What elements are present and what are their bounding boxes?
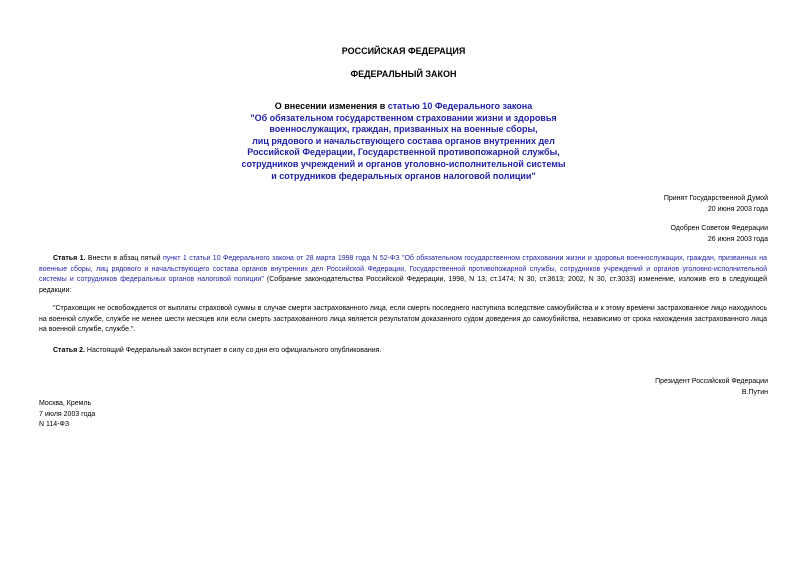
article-1-law-link[interactable]: пункт 1 статьи 10 Федерального закона от 28 марта 1998 года N 52-ФЗ "Об обязательном государственном страховании жизни и здоровья военнослужащих, граждан, призванных на военные сборы, лиц рядового и начальствующего состава органов внутренних дел Российской Федерации, Государственной противопожарной службы, сотрудников учреждений и органов уголовно-исполнительной системы и сотрудников федеральных органов налоговой полиции": [39, 255, 768, 283]
footer-block: [39, 399, 95, 431]
title-line-2: "Об обязательном государственном страховании жизни и здоровья: [250, 112, 557, 123]
approved-block: [670, 224, 768, 245]
approved-date: 26 июня 2003 года: [707, 235, 768, 243]
footer-place: Москва, Кремль: [39, 400, 92, 407]
article-1-text-before: Внести в абзац пятый: [85, 255, 163, 262]
amendment-quote: [39, 304, 767, 336]
title-line-1: [0, 101, 807, 113]
footer-number: N 114-ФЗ: [39, 421, 70, 428]
adopted-date: 20 июня 2003 года: [707, 205, 768, 213]
amendment-quote-text: "Страховщик не освобождается от выплаты страховой суммы в случае смерти застрахованного лица, если смерть последнего наступила вследствие самоубийства и к этому времени застрахованное лицо находилось на военной службе, службе не менее шести месяцев или если смерть застрахованного лица является результатом доказанного судом доведения до самоубийства, независимо от срока нахождения застрахованного лица на военной службе, службе.".: [39, 305, 767, 333]
article-1-text-after: (Собрание законодательства Российской Федерации, 1998, N 13, ст.1474; N 30, ст.3613; 2002, N 30, ст.3033) изменение, изложив его в следующей редакции:: [39, 276, 767, 294]
law-title: [0, 101, 807, 182]
title-prefix: О внесении изменения в: [274, 101, 388, 111]
article-2-text: Настоящий Федеральный закон вступает в силу со дня его официального опубликования.: [84, 347, 382, 354]
title-line-4: лиц рядового и начальствующего состава органов внутренних дел: [252, 135, 555, 146]
signature-block: [655, 377, 768, 398]
title-line-5: Российской Федерации, Государственной противопожарной службы,: [247, 147, 560, 158]
adopted-block: [664, 194, 768, 215]
title-line-7: и сотрудников федеральных органов налоговой полиции": [271, 170, 536, 181]
adopted-by: Принят Государственной Думой: [663, 195, 768, 202]
title-line-3: военнослужащих, граждан, призванных на военные сборы,: [269, 124, 538, 135]
article-2-label: Статья 2.: [53, 347, 85, 354]
signature-title: Президент Российской Федерации: [655, 378, 768, 385]
country-heading: РОССИЙСКАЯ ФЕДЕРАЦИЯ: [341, 46, 466, 56]
footer-date: 7 июля 2003 года: [39, 410, 96, 418]
article-2: [39, 346, 767, 357]
title-article-link[interactable]: статью 10 Федерального закона: [387, 101, 533, 111]
article-1: [39, 254, 767, 296]
title-line-6: сотрудников учреждений и органов уголовно-исполнительной системы: [241, 158, 566, 169]
approved-by: Одобрен Советом Федерации: [670, 225, 768, 232]
article-1-label: Статья 1.: [53, 255, 86, 262]
doc-type-heading: ФЕДЕРАЛЬНЫЙ ЗАКОН: [350, 69, 457, 79]
signature-name: В.Путин: [741, 388, 768, 396]
